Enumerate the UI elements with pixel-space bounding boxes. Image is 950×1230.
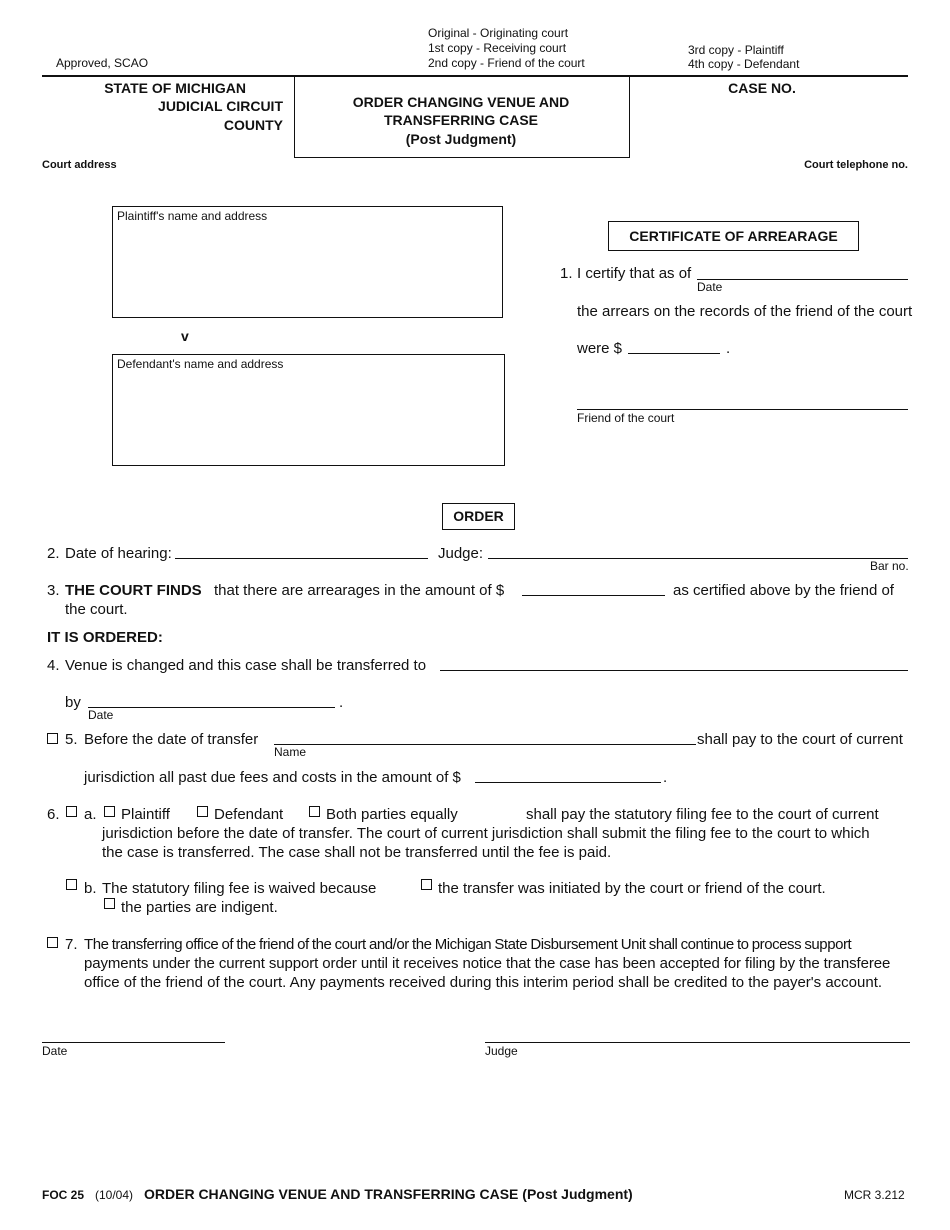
judicial-circuit-label: JUDICIAL CIRCUIT <box>158 98 283 114</box>
item3-continued: the court. <box>65 601 128 618</box>
indigent-label: the parties are indigent. <box>121 899 278 916</box>
court-telephone-label: Court telephone no. <box>804 159 908 171</box>
both-parties-checkbox[interactable] <box>309 806 320 817</box>
judge-signature-label: Judge <box>485 1044 518 1058</box>
plaintiff-option-label: Plaintiff <box>121 806 170 823</box>
state-label: STATE OF MICHIGAN <box>104 80 246 96</box>
distribution-1st-copy: 1st copy - Receiving court <box>428 41 567 55</box>
item3-text: that there are arrearages in the amount of $ <box>214 582 505 599</box>
item5-text: Before the date of transfer <box>84 731 259 748</box>
were-text: were $ <box>577 340 623 357</box>
header-divider-left <box>294 76 295 158</box>
court-rule: MCR 3.212 <box>844 1188 905 1202</box>
foc-signature-field[interactable] <box>577 409 908 410</box>
approved-label: Approved, SCAO <box>56 56 149 70</box>
arrears-amount-field[interactable] <box>628 353 720 354</box>
arrears-text: the arrears on the records of the friend of the court <box>577 303 913 320</box>
item4-number: 4. <box>47 657 60 674</box>
item5-period: . <box>663 769 668 786</box>
defendant-pays-checkbox[interactable] <box>197 806 208 817</box>
item5-continued: jurisdiction all past due fees and costs in the amount of $ <box>84 769 461 786</box>
footer-title: ORDER CHANGING VENUE AND TRANSFERRING CASE (Post Judgment) <box>144 1186 633 1202</box>
form-title-line1: ORDER CHANGING VENUE AND <box>352 94 570 110</box>
signature-date-field[interactable] <box>42 1042 225 1043</box>
item1-text: I certify that as of <box>577 265 692 282</box>
defendant-box[interactable] <box>112 354 505 466</box>
hearing-date-field[interactable] <box>175 558 428 559</box>
item7-number: 7. <box>65 936 78 953</box>
item1-number: 1. <box>560 265 573 282</box>
defendant-label: Defendant's name and address <box>117 357 284 371</box>
by-period: . <box>339 694 344 711</box>
transfer-court-field[interactable] <box>440 670 908 671</box>
hearing-date-label: Date of hearing: <box>65 545 172 562</box>
past-due-amount-field[interactable] <box>475 782 661 783</box>
judge-name-field[interactable] <box>488 558 908 559</box>
item6b-text: The statutory filing fee is waived because <box>102 880 377 897</box>
plaintiff-pays-checkbox[interactable] <box>104 806 115 817</box>
court-initiated-checkbox[interactable] <box>421 879 432 890</box>
item6b-letter: b. <box>84 880 97 897</box>
judge-signature-field[interactable] <box>485 1042 910 1043</box>
indigent-checkbox[interactable] <box>104 898 115 909</box>
certificate-title: CERTIFICATE OF ARREARAGE <box>608 221 859 251</box>
both-parties-option-label: Both parties equally <box>326 806 458 823</box>
order-title: ORDER <box>442 503 515 530</box>
court-finds-label: THE COURT FINDS <box>65 582 202 599</box>
court-initiated-label: the transfer was initiated by the court or friend of the court. <box>438 880 826 897</box>
header-title-bottom-rule <box>294 157 630 158</box>
judge-label: Judge: <box>438 545 484 562</box>
by-label: by <box>65 694 81 711</box>
distribution-2nd-copy: 2nd copy - Friend of the court <box>428 56 585 70</box>
distribution-4th-copy: 4th copy - Defendant <box>688 57 800 71</box>
payer-name-label: Name <box>274 745 307 759</box>
item6a-checkbox[interactable] <box>66 806 77 817</box>
distribution-3rd-copy: 3rd copy - Plaintiff <box>688 43 784 57</box>
arrearage-amount-field[interactable] <box>522 595 665 596</box>
transfer-date-label: Date <box>88 708 114 722</box>
item6a-tail: shall pay the statutory filing fee to the court of current <box>526 806 879 823</box>
certify-date-field[interactable] <box>697 279 908 280</box>
form-revision: (10/04) <box>95 1188 134 1202</box>
plaintiff-box[interactable] <box>112 206 503 318</box>
distribution-original: Original - Originating court <box>428 26 569 40</box>
court-address-label: Court address <box>42 159 117 171</box>
payer-name-field[interactable] <box>274 744 696 745</box>
item3-number: 3. <box>47 582 60 599</box>
signature-date-label: Date <box>42 1044 68 1058</box>
item7-line3: office of the friend of the court. Any payments received during this interim period shall be credited to the payer's account. <box>84 974 883 991</box>
item3-tail: as certified above by the friend of <box>673 582 894 599</box>
item5-checkbox[interactable] <box>47 733 58 744</box>
transfer-by-date-field[interactable] <box>88 707 335 708</box>
item5-tail: shall pay to the court of current <box>697 731 903 748</box>
county-label: COUNTY <box>223 117 283 133</box>
item2-number: 2. <box>47 545 60 562</box>
case-no-label: CASE NO. <box>728 80 796 96</box>
item6a-letter: a. <box>84 806 97 823</box>
certify-date-label: Date <box>697 280 723 294</box>
item7-line2: payments under the current support order until it receives notice that the case has been accepted for filing by the transferee <box>84 955 891 972</box>
header-top-rule <box>42 75 908 77</box>
item7-checkbox[interactable] <box>47 937 58 948</box>
item4-text: Venue is changed and this case shall be transferred to <box>65 657 427 674</box>
bar-no-label: Bar no. <box>870 559 909 573</box>
form-title-line2: TRANSFERRING CASE <box>383 112 538 128</box>
foc-label: Friend of the court <box>577 411 675 425</box>
item6a-line2: jurisdiction before the date of transfer. The court of current jurisdiction shall submit the filing fee to the court to which <box>102 825 870 842</box>
defendant-option-label: Defendant <box>214 806 284 823</box>
form-number: FOC 25 <box>42 1188 85 1202</box>
item6a-line3: the case is transferred. The case shall not be transferred until the fee is paid. <box>102 844 612 861</box>
form-title-line3: (Post Judgment) <box>405 131 517 147</box>
item5-number: 5. <box>65 731 78 748</box>
item6-number: 6. <box>47 806 60 823</box>
item7-line1: The transferring office of the friend of the court and/or the Michigan State Disbursement Unit shall continue to process support <box>84 936 852 953</box>
versus-label: v <box>181 328 189 344</box>
it-is-ordered-heading: IT IS ORDERED: <box>47 629 163 646</box>
plaintiff-label: Plaintiff's name and address <box>117 209 268 223</box>
item6b-checkbox[interactable] <box>66 879 77 890</box>
arrears-period: . <box>726 340 731 357</box>
